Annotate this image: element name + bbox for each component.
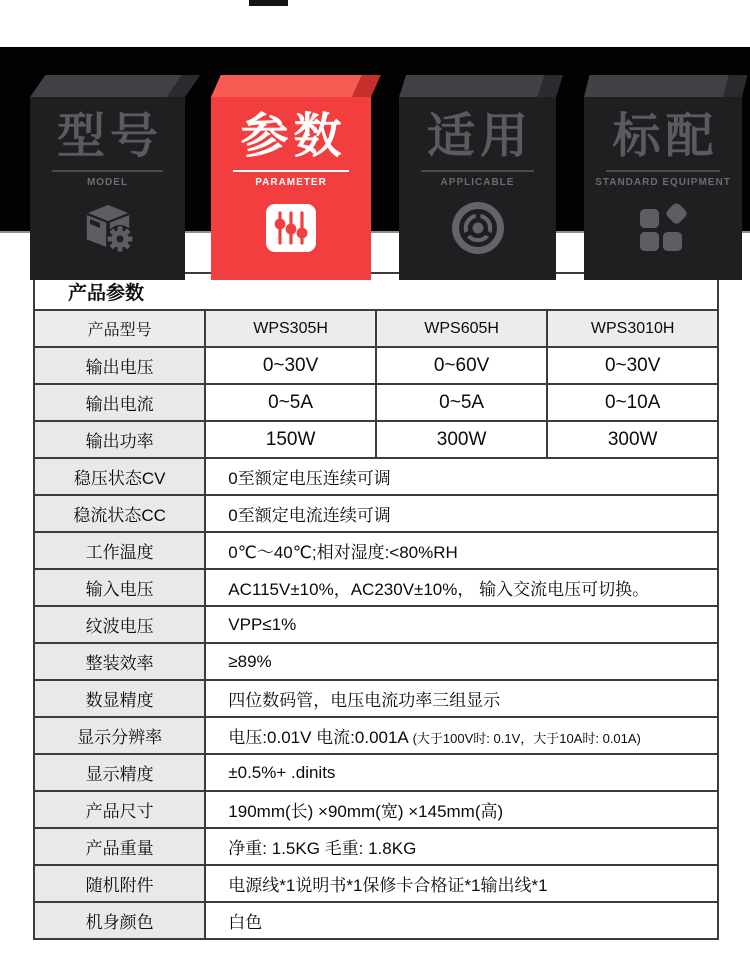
shutter-icon <box>399 200 556 256</box>
tab-subtitle: PARAMETER <box>255 177 327 188</box>
table-row <box>34 310 718 347</box>
spec-value-cell: 0~5A <box>376 384 548 421</box>
spec-label-cell: 整装效率 <box>34 643 205 680</box>
table-row <box>34 902 718 939</box>
spec-value-cell: VPP≤1% <box>205 606 718 643</box>
spec-label-cell: 输出电流 <box>34 384 205 421</box>
tab-divider <box>233 170 348 172</box>
spec-value-cell: ±0.5%+ .dinits <box>205 754 718 791</box>
tab-flap <box>30 75 200 97</box>
spec-label-cell: 稳压状态CV <box>34 458 205 495</box>
spec-value-cell <box>205 717 718 754</box>
spec-value-main: 电压:0.01V 电流:0.001A <box>228 728 408 747</box>
spec-value-cell: 净重: 1.5KG 毛重: 1.8KG <box>205 828 718 865</box>
tab-applicable[interactable] <box>399 97 556 280</box>
table-row <box>34 606 718 643</box>
tab-model[interactable] <box>30 97 185 280</box>
spec-label-cell: 工作温度 <box>34 532 205 569</box>
spec-value-cell: WPS305H <box>205 310 376 347</box>
spec-value-cell: 0至额定电流连续可调 <box>205 495 718 532</box>
table-row <box>34 569 718 606</box>
tab-title: 参数 <box>240 110 347 163</box>
spec-value-cell: 四位数码管，电压电流功率三组显示 <box>205 680 718 717</box>
tab-subtitle: MODEL <box>86 177 129 188</box>
spec-label-cell: 机身颜色 <box>34 902 205 939</box>
tab-divider <box>421 170 534 172</box>
grid-squares-icon <box>584 200 742 256</box>
spec-value-cell: 150W <box>205 421 376 458</box>
table-title: 产品参数 <box>34 273 718 310</box>
table-row <box>34 458 718 495</box>
tab-band <box>0 47 750 233</box>
spec-value-cell: 白色 <box>205 902 718 939</box>
spec-label-cell: 产品重量 <box>34 828 205 865</box>
tab-title: 适用 <box>426 110 533 163</box>
tab-flap <box>399 75 563 97</box>
spec-value-cell: WPS605H <box>376 310 548 347</box>
spec-value-cell: 0~60V <box>376 347 548 384</box>
table-row <box>34 532 718 569</box>
table-row <box>34 643 718 680</box>
sliders-icon <box>211 200 371 256</box>
spec-value-note: (大于100V时: 0.1V，大于10A时: 0.01A) <box>412 731 641 746</box>
box-gear-icon <box>30 200 185 256</box>
spec-value-cell: 0~5A <box>205 384 376 421</box>
spec-value-cell: 0℃～40℃;相对湿度:<80%RH <box>205 532 718 569</box>
table-row <box>34 828 718 865</box>
spec-label-cell: 输出功率 <box>34 421 205 458</box>
tab-divider <box>52 170 164 172</box>
table-row <box>34 680 718 717</box>
tab-parameter[interactable] <box>211 97 371 280</box>
spec-label-cell: 产品型号 <box>34 310 205 347</box>
table-row <box>34 791 718 828</box>
table-row <box>34 717 718 754</box>
spec-value-cell: 电源线*1说明书*1保修卡合格证*1输出线*1 <box>205 865 718 902</box>
spec-value-cell: AC115V±10%，AC230V±10%， 输入交流电压可切换。 <box>205 569 718 606</box>
tab-title: 标配 <box>612 110 719 163</box>
spec-value-cell: ≥89% <box>205 643 718 680</box>
spec-value-cell: WPS3010H <box>547 310 718 347</box>
table-row <box>34 865 718 902</box>
spec-value-cell: 190mm(长) ×90mm(宽) ×145mm(高) <box>205 791 718 828</box>
tab-title: 型号 <box>56 110 163 163</box>
spec-value-cell: 300W <box>547 421 718 458</box>
spec-value-cell: 0至额定电压连续可调 <box>205 458 718 495</box>
top-edge-mark <box>249 0 288 6</box>
spec-label-cell: 稳流状态CC <box>34 495 205 532</box>
spec-table <box>33 272 719 940</box>
spec-label-cell: 输出电压 <box>34 347 205 384</box>
spec-value-cell: 0~10A <box>547 384 718 421</box>
spec-value-cell: 300W <box>376 421 548 458</box>
table-row <box>34 384 718 421</box>
spec-label-cell: 随机附件 <box>34 865 205 902</box>
tab-subtitle: STANDARD EQUIPMENT <box>595 177 731 188</box>
spec-label-cell: 输入电压 <box>34 569 205 606</box>
tab-standard-equipment[interactable] <box>584 97 742 280</box>
spec-value-cell: 0~30V <box>547 347 718 384</box>
spec-label-cell: 产品尺寸 <box>34 791 205 828</box>
spec-label-cell: 显示分辨率 <box>34 717 205 754</box>
tab-divider <box>606 170 720 172</box>
table-row <box>34 421 718 458</box>
spec-label-cell: 数显精度 <box>34 680 205 717</box>
table-row <box>34 495 718 532</box>
tab-subtitle: APPLICABLE <box>440 177 515 188</box>
spec-label-cell: 纹波电压 <box>34 606 205 643</box>
table-row <box>34 347 718 384</box>
table-row <box>34 754 718 791</box>
spec-value-cell: 0~30V <box>205 347 376 384</box>
spec-label-cell: 显示精度 <box>34 754 205 791</box>
tab-flap <box>211 75 381 97</box>
tab-flap <box>584 75 747 97</box>
